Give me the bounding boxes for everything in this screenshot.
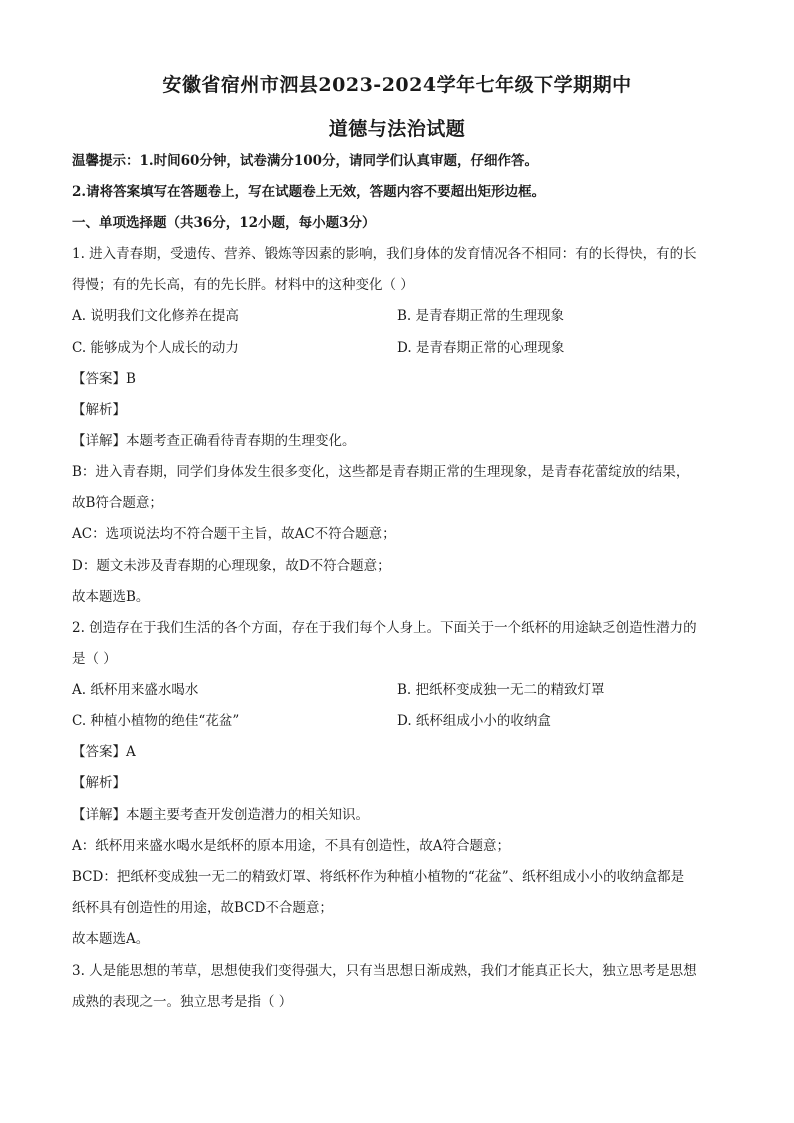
q2-stem-line-2: 是（ ） (72, 651, 117, 667)
exam-subtitle: 道德与法治试题 (328, 118, 466, 140)
q2-option-d: D. 纸杯组成小小的收纳盒 (397, 713, 551, 729)
q1-explanation-4: D：题文未涉及青春期的心理现象，故D不符合题意； (72, 558, 391, 574)
q1-option-c: C. 能够成为个人成长的动力 (72, 340, 239, 356)
q3-stem-line-2: 成熟的表现之一。独立思考是指（ ） (72, 994, 293, 1010)
q2-conclusion: 故本题选A。 (72, 931, 150, 947)
q1-explanation-2: 故B符合题意； (72, 495, 163, 511)
q2-analysis-label: 【解析】 (72, 775, 126, 791)
q1-explanation-3: AC：选项说法均不符合题干主旨，故AC不符合题意； (72, 526, 396, 542)
q1-explanation-1: B：进入青春期，同学们身体发生很多变化，这些都是青春期正常的生理现象，是青春花蕾绽放的结果， (72, 464, 690, 480)
q2-stem-line-1: 2. 创造存在于我们生活的各个方面，存在于我们每个人身上。下面关于一个纸杯的用途缺乏创造性潜力的 (72, 620, 697, 636)
q2-explanation-3: 纸杯具有创造性的用途，故BCD不合题意； (72, 900, 333, 916)
q2-detail: 【详解】本题主要考查开发创造潜力的相关知识。 (72, 807, 369, 823)
q2-explanation-2: BCD：把纸杯变成独一无二的精致灯罩、将纸杯作为种植小植物的“花盆”、纸杯组成小小的收纳盒都是 (72, 869, 685, 885)
q1-option-d: D. 是青春期正常的心理现象 (397, 340, 565, 356)
q1-detail: 【详解】本题考查正确看待青春期的生理变化。 (72, 433, 356, 449)
notice-line-1: 温馨提示：1.时间60分钟，试卷满分100分，请同学们认真审题，仔细作答。 (72, 153, 539, 169)
q1-option-a: A. 说明我们文化修养在提高 (72, 308, 239, 324)
q1-conclusion: 故本题选B。 (72, 589, 150, 605)
section-heading: 一、单项选择题（共36分，12小题，每小题3分） (72, 215, 376, 231)
q1-option-b: B. 是青春期正常的生理现象 (397, 308, 565, 324)
q1-stem-line-1: 1. 进入青春期，受遗传、营养、锻炼等因素的影响，我们身体的发育情况各不相同：有的长得快，有的长 (72, 246, 697, 262)
q1-stem-line-2: 得慢；有的先长高，有的先长胖。材料中的这种变化（ ） (72, 277, 414, 293)
q2-option-c: C. 种植小植物的绝佳“花盆” (72, 713, 240, 729)
exam-title: 安徽省宿州市泗县2023-2024学年七年级下学期期中 (162, 74, 632, 96)
q2-answer: 【答案】A (72, 744, 136, 760)
q2-option-a: A. 纸杯用来盛水喝水 (72, 682, 199, 698)
q3-stem-line-1: 3. 人是能思想的苇草，思想使我们变得强大，只有当思想日渐成熟，我们才能真正长大，独立思考是思想 (72, 963, 697, 979)
q1-answer: 【答案】B (72, 371, 136, 387)
q1-analysis-label: 【解析】 (72, 402, 126, 418)
notice-line-2: 2.请将答案填写在答题卷上，写在试题卷上无效，答题内容不要超出矩形边框。 (72, 184, 546, 200)
q2-explanation-1: A：纸杯用来盛水喝水是纸杯的原本用途，不具有创造性，故A符合题意； (72, 838, 510, 854)
q2-option-b: B. 把纸杯变成独一无二的精致灯罩 (397, 682, 605, 698)
